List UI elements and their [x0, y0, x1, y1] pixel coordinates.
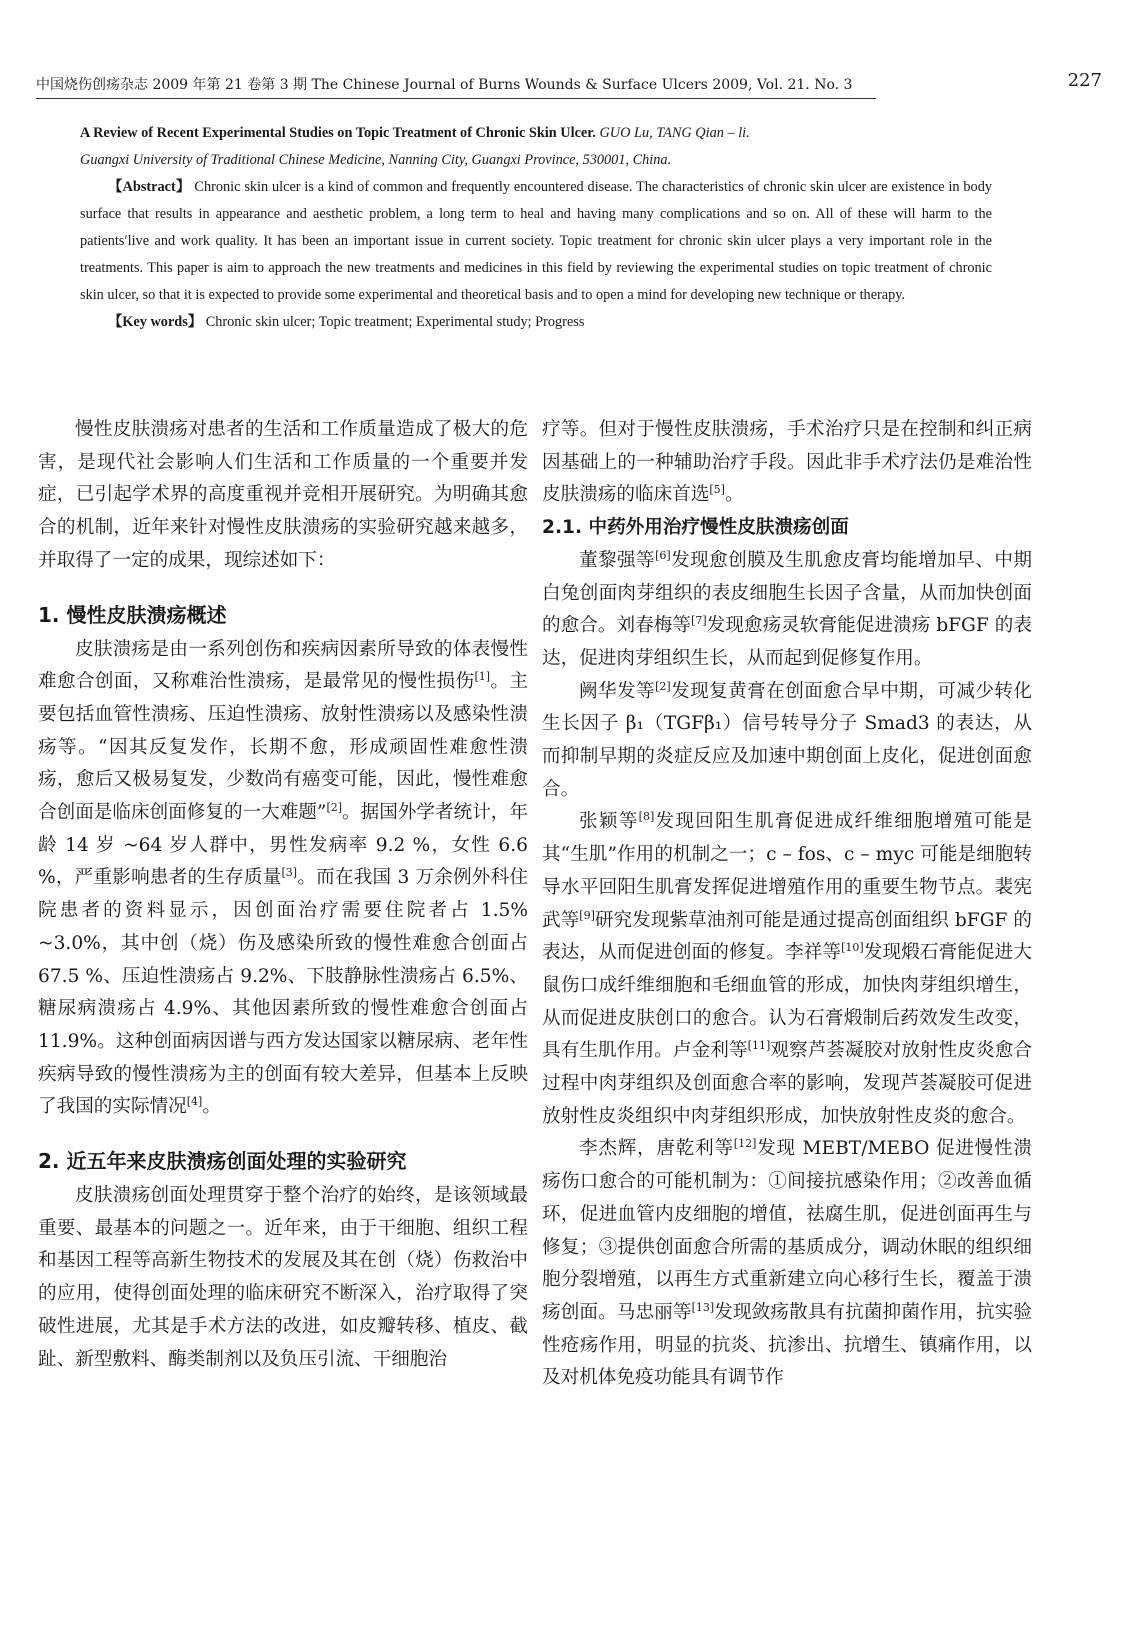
text-run: 。主要包括血管性溃疡、压迫性溃疡、放射性溃疡以及感染性溃疡等。“因其反复发作，长期不愈，形成顽固性难愈性溃疡，愈后又极易复发，少数尚有癌变可能，因此，慢性难愈合创面是临床创面修复的一大难题” — [38, 671, 528, 824]
text-run: 疗等。但对于慢性皮肤溃疡，手术治疗只是在控制和纠正病因基础上的一种辅助治疗手段。因此非手术疗法仍是难治性皮肤溃疡的临床首选 — [542, 419, 1032, 506]
citation-12: [12] — [733, 1137, 757, 1151]
intro-paragraph: 慢性皮肤溃疡对患者的生活和工作质量造成了极大的危害，是现代社会影响人们生活和工作质量的一个重要并发症，已引起学术界的高度重视并竞相开展研究。为明确其愈合的机制，近年来针对慢性皮肤溃疡的实验研究越来越多，并取得了一定的成果，现综述如下： — [38, 419, 528, 571]
running-header — [36, 70, 1102, 100]
citation-7: [7] — [691, 614, 707, 628]
text-run: 阙华发等 — [579, 680, 656, 702]
text-run: 观察芦荟凝胶对放射性皮炎愈合过程中肉芽组织及创面愈合率的影响，发现芦荟凝胶可促进放射性皮炎组织中肉芽组织形成，加快放射性皮炎的愈合。 — [542, 1040, 1032, 1127]
citation-6: [6] — [655, 548, 671, 562]
citation-2: [2] — [326, 800, 343, 814]
paragraph-zhang — [542, 806, 1032, 1133]
text-run: 发现 MEBT/MEBO 促进慢性溃疡伤口愈合的可能机制为：①间接抗感染作用；②改善血循环，促进血管内皮细胞的增值，祛腐生肌，促进创面再生与修复；③提供创面愈合所需的基质成分，调动休眠的组织细胞分裂增殖，以再生方式重新建立向心移行生长，覆盖于溃疡创面。马忠丽等 — [542, 1138, 1032, 1323]
text-run: 研究发现紫草油剂可能是通过提高创面组织 bFGF 的表达，从而促进创面的修复。李祥等 — [542, 909, 1032, 964]
paragraph-dong — [542, 545, 1032, 676]
citation-9: [9] — [579, 908, 595, 922]
text-run: 发现愈创膜及生肌愈皮膏均能增加早、中期白兔创面肉芽组织的表皮细胞生长因子含量，从而加快创面的愈合。刘春梅等 — [542, 549, 1032, 637]
text-run: 。而在我国 3 万余例外科住院患者的资料显示，因创面治疗需要住院者占 1.5% ~3.0%，其中创（烧）伤及感染所致的慢性难愈合创面占 67.5 %、压迫性溃疡占 9.2%、下肢静脉性溃疡占 6.5%、糖尿病溃疡占 4.9%、其他因素所致的慢性难愈合创面占 11.9%。这种创面病因谱与西方发达国家以糖尿病、老年性疾病导致的慢性溃疡为主的创面有较大差异，但基本上反映了我国的实际情况 — [38, 867, 529, 1118]
english-title-line — [80, 120, 992, 147]
citation-4: [4] — [186, 1095, 203, 1109]
citation-8: [8] — [638, 810, 655, 824]
text-run: 。 — [724, 484, 744, 506]
english-abstract-block — [80, 120, 992, 336]
abstract-text: Chronic skin ulcer is a kind of common and frequently encountered disease. The characteristics of chronic skin ulcer are existence in body surface that results in appearance and aesthetic problem, a long term to heal and having many complications and so on. All of these will harm to the patients′live and work quality. It has been an important issue in current society. Topic treatment for chronic skin ulcer plays a very important role in the treatments. This paper is aim to approach the new treatments and medicines in this field by reviewing the experimental studies on topic treatment of chronic skin ulcer, so that it is expected to provide some experimental and theoretical basis and to open a mind for developing new technique or therapy. — [80, 179, 992, 303]
citation-1: [1] — [474, 670, 491, 684]
section-2-1-heading: 2.1. 中药外用治疗慢性皮肤溃疡创面 — [542, 517, 849, 539]
english-keywords — [80, 309, 992, 336]
right-column — [542, 414, 1032, 1395]
citation-11: [11] — [747, 1039, 771, 1053]
section-1-heading: 1. 慢性皮肤溃疡概述 — [38, 602, 227, 627]
text-run: 发现回阳生肌膏促进成纤维细胞增殖可能是其“生肌”作用的机制之一；c – fos、c – myc 可能是细胞转导水平回阳生肌膏发挥促进增殖作用的重要生物节点。裴宪武等 — [542, 811, 1032, 931]
text-run: 发现敛疡散具有抗菌抑菌作用，抗实验性疮疡作用，明显的抗炎、抗渗出、抗增生、镇痛作用，以及对机体免疫功能具有调节作 — [542, 1301, 1032, 1389]
english-affiliation: Guangxi University of Traditional Chinese Medicine, Nanning City, Guangxi Province, 530001, China. — [80, 152, 672, 168]
section-2-paragraph: 皮肤溃疡创面处理贯穿于整个治疗的始终，是该领域最重要、最基本的问题之一。近年来，由于干细胞、组织工程和基因工程等高新生物技术的发展及其在创（烧）伤救治中的应用，使得创面处理的临床研究不断深入，治疗取得了突破性进展，尤其是手术方法的改进，如皮瓣转移、植皮、截趾、新型敷料、酶类制剂以及负压引流、干细胞治 — [38, 1185, 528, 1370]
paragraph-que — [542, 676, 1032, 807]
citation-3: [3] — [281, 866, 298, 880]
abstract-label: 【Abstract】 — [108, 179, 191, 195]
page-number: 227 — [1067, 70, 1102, 91]
citation-13: [13] — [691, 1300, 715, 1314]
keywords-label: 【Key words】 — [108, 314, 203, 330]
text-run: 皮肤溃疡是由一系列创伤和疾病因素所导致的体表慢性难愈合创面，又称难治性溃疡，是最常见的慢性损伤 — [38, 638, 528, 693]
english-authors: GUO Lu, TANG Qian – li. — [599, 125, 750, 141]
text-run: 张颖等 — [579, 811, 639, 833]
continued-paragraph — [542, 414, 1032, 512]
section-1-paragraph — [38, 634, 528, 1125]
citation-10: [10] — [841, 941, 864, 955]
text-run: 李杰辉，唐乾利等 — [579, 1138, 734, 1160]
citation-5: [5] — [709, 483, 725, 497]
paragraph-li — [542, 1133, 1032, 1395]
journal-header-line: 中国烧伤创疡杂志 2009 年第 21 卷第 3 期 The Chinese Journal of Burns Wounds & Surface Ulcers 2009, Vol. 21. No. 3 — [36, 74, 876, 99]
keywords-text: Chronic skin ulcer; Topic treatment; Experimental study; Progress — [205, 314, 585, 330]
section-2-heading: 2. 近五年来皮肤溃疡创面处理的实验研究 — [38, 1149, 407, 1174]
text-run: 。据国外学者统计，年龄 14 岁 ~64 岁人群中，男性发病率 9.2 %，女性 6.6 %，严重影响患者的生存质量 — [38, 802, 528, 889]
left-column — [38, 414, 528, 1376]
english-title: A Review of Recent Experimental Studies on Topic Treatment of Chronic Skin Ulcer. — [80, 125, 596, 141]
text-run: 发现煅石膏能促进大鼠伤口成纤维细胞和毛细血管的形成，加快肉芽组织增生，从而促进皮肤创口的愈合。认为石膏煅制后药效发生改变，具有生肌作用。卢金利等 — [542, 942, 1032, 1062]
citation-2b: [2] — [655, 679, 671, 693]
text-run: 发现愈疡灵软膏能促进溃疡 bFGF 的表达，促进肉芽组织生长，从而起到促修复作用。 — [542, 615, 1032, 669]
text-run: 董黎强等 — [579, 549, 656, 571]
english-abstract — [80, 174, 992, 309]
text-run: 发现复黄膏在创面愈合早中期，可减少转化生长因子 β₁（TGFβ₁）信号转导分子 Smad3 的表达，从而抑制早期的炎症反应及加速中期创面上皮化，促进创面愈合。 — [542, 680, 1032, 800]
text-run: 。 — [202, 1096, 221, 1118]
